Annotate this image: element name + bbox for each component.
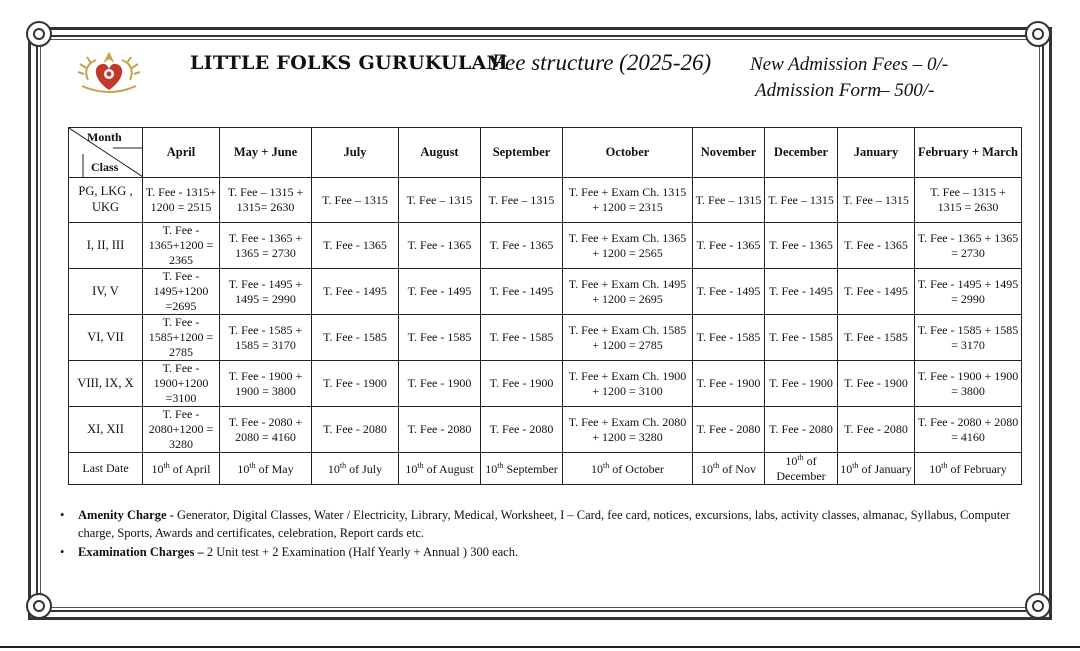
bottom-rule	[0, 646, 1080, 648]
fee-cell: T. Fee - 2080	[765, 407, 838, 453]
fee-cell: T. Fee - 1365+1200 = 2365	[143, 223, 220, 269]
last-date-month: of May	[255, 461, 294, 476]
last-date-month: of July	[346, 461, 383, 476]
class-label-cell: XI, XII	[69, 407, 143, 453]
fee-cell: T. Fee - 1585	[312, 315, 399, 361]
class-label-cell: VI, VII	[69, 315, 143, 361]
fee-cell: T. Fee - 1585 + 1585 = 3170	[220, 315, 312, 361]
class-label-cell: VIII, IX, X	[69, 361, 143, 407]
fee-cell: T. Fee - 1315+ 1200 = 2515	[143, 178, 220, 223]
fee-cell: T. Fee - 1365	[312, 223, 399, 269]
fee-cell: T. Fee - 1365	[765, 223, 838, 269]
last-date-cell	[563, 453, 693, 485]
corner-ornament-icon	[1025, 21, 1051, 47]
month-header: January	[838, 128, 915, 178]
fee-notes	[60, 507, 1020, 564]
month-class-corner-cell	[69, 128, 143, 178]
fee-cell: T. Fee - 1495	[838, 269, 915, 315]
table-row	[69, 407, 1022, 453]
fee-cell: T. Fee - 2080 + 2080 = 4160	[915, 407, 1022, 453]
month-header: December	[765, 128, 838, 178]
admission-form-value: – 500/-	[880, 80, 935, 101]
school-logo-icon	[74, 50, 144, 100]
fee-cell: T. Fee - 1495	[312, 269, 399, 315]
last-date-cell	[915, 453, 1022, 485]
fee-cell: T. Fee - 1365	[481, 223, 563, 269]
fee-cell: T. Fee - 1365 + 1365 = 2730	[220, 223, 312, 269]
corner-ornament-icon	[1025, 593, 1051, 619]
last-date-month: of February	[947, 461, 1007, 476]
month-header: February + March	[915, 128, 1022, 178]
fee-cell: T. Fee - 1900	[312, 361, 399, 407]
fee-cell: T. Fee - 1585	[399, 315, 481, 361]
last-date-suffix: th	[603, 460, 610, 470]
last-date-day: 10	[929, 461, 942, 476]
table-row	[69, 315, 1022, 361]
month-header: September	[481, 128, 563, 178]
last-date-month: of April	[169, 461, 211, 476]
last-date-suffix: th	[941, 460, 948, 470]
last-date-day: 10	[485, 461, 498, 476]
last-date-day: 10	[405, 461, 418, 476]
fee-cell: T. Fee - 1585+1200 = 2785	[143, 315, 220, 361]
fee-cell: T. Fee - 1365	[838, 223, 915, 269]
last-date-suffix: th	[339, 460, 347, 470]
exam-text: 2 Unit test + 2 Examination (Half Yearly + Annual ) 300 each.	[203, 545, 519, 559]
last-date-row	[69, 453, 1022, 485]
fee-cell: T. Fee – 1315 + 1315 = 2630	[915, 178, 1022, 223]
table-row	[69, 178, 1022, 223]
fee-structure-table	[68, 127, 1022, 485]
last-date-suffix: th	[249, 460, 256, 470]
fee-cell: T. Fee - 1900	[838, 361, 915, 407]
fee-structure-title: Fee structure (2025-26)	[491, 50, 712, 75]
month-header: April	[143, 128, 220, 178]
fee-cell: T. Fee – 1315	[481, 178, 563, 223]
new-admission-fees: New Admission Fees – 0/-	[750, 54, 949, 75]
fee-cell: T. Fee - 1900	[765, 361, 838, 407]
last-date-month: of Nov	[719, 461, 756, 476]
last-date-suffix: th	[497, 460, 504, 470]
last-date-month: of January	[858, 461, 912, 476]
table-row	[69, 361, 1022, 407]
fee-cell: T. Fee - 1495 + 1495 = 2990	[220, 269, 312, 315]
fee-cell: T. Fee - 2080	[312, 407, 399, 453]
fee-cell: T. Fee - 1585 + 1585 = 3170	[915, 315, 1022, 361]
fee-cell: T. Fee + Exam Ch. 1585 + 1200 = 2785	[563, 315, 693, 361]
exam-label: Examination Charges –	[78, 545, 204, 559]
last-date-day: 10	[840, 461, 853, 476]
last-date-suffix: th	[713, 460, 720, 470]
fee-cell: T. Fee - 2080	[838, 407, 915, 453]
fee-cell: T. Fee + Exam Ch. 1365 + 1200 = 2565	[563, 223, 693, 269]
exam-note	[60, 544, 1020, 562]
fee-cell: T. Fee - 1585	[838, 315, 915, 361]
last-date-month: of August	[423, 461, 474, 476]
last-date-suffix: th	[852, 460, 859, 470]
last-date-cell	[312, 453, 399, 485]
last-date-month: September	[503, 461, 558, 476]
fee-cell: T. Fee - 1365	[693, 223, 765, 269]
last-date-cell	[481, 453, 563, 485]
table-row	[69, 269, 1022, 315]
fee-cell: T. Fee – 1315	[312, 178, 399, 223]
fee-cell: T. Fee - 2080	[693, 407, 765, 453]
fee-cell: T. Fee - 1900	[481, 361, 563, 407]
last-date-cell	[399, 453, 481, 485]
fee-cell: T. Fee - 1365 + 1365 = 2730	[915, 223, 1022, 269]
fee-cell: T. Fee - 1495	[693, 269, 765, 315]
month-header: August	[399, 128, 481, 178]
fee-cell: T. Fee - 1365	[399, 223, 481, 269]
fee-cell: T. Fee + Exam Ch. 1495 + 1200 = 2695	[563, 269, 693, 315]
month-header: November	[693, 128, 765, 178]
fee-cell: T. Fee - 1585	[693, 315, 765, 361]
fee-cell: T. Fee - 2080 + 2080 = 4160	[220, 407, 312, 453]
fee-cell: T. Fee - 1495+1200 =2695	[143, 269, 220, 315]
fee-cell: T. Fee - 1495	[765, 269, 838, 315]
last-date-day: 10	[591, 461, 604, 476]
last-date-day: 10	[327, 461, 340, 476]
fee-cell: T. Fee - 2080	[481, 407, 563, 453]
last-date-cell	[765, 453, 838, 485]
fee-cell: T. Fee – 1315	[693, 178, 765, 223]
fee-cell: T. Fee - 1900 + 1900 = 3800	[915, 361, 1022, 407]
month-header: May + June	[220, 128, 312, 178]
month-header: July	[312, 128, 399, 178]
fee-cell: T. Fee + Exam Ch. 1900 + 1200 = 3100	[563, 361, 693, 407]
amenity-label: Amenity Charge -	[78, 508, 174, 522]
fee-cell: T. Fee - 1495	[481, 269, 563, 315]
fee-cell: T. Fee – 1315	[765, 178, 838, 223]
fee-cell: T. Fee - 1900	[693, 361, 765, 407]
last-date-suffix: th	[797, 453, 804, 462]
last-date-month: of December	[776, 454, 826, 483]
fee-cell: T. Fee - 2080	[399, 407, 481, 453]
last-date-cell	[143, 453, 220, 485]
amenity-note	[60, 507, 1020, 542]
last-date-suffix: th	[417, 460, 424, 470]
last-date-suffix: th	[163, 460, 170, 470]
fee-cell: T. Fee - 1585	[481, 315, 563, 361]
school-name: LITTLE FOLKS GURUKULAM	[190, 52, 508, 74]
last-date-cell	[220, 453, 312, 485]
month-header: October	[563, 128, 693, 178]
corner-ornament-icon	[26, 593, 52, 619]
last-date-day: 10	[701, 461, 714, 476]
last-date-day: 10	[785, 454, 798, 468]
fee-cell: T. Fee – 1315 + 1315= 2630	[220, 178, 312, 223]
fee-cell: T. Fee - 1585	[765, 315, 838, 361]
admission-form-label: Admission Form	[755, 80, 882, 101]
corner-month-label: Month	[87, 130, 122, 144]
last-date-cell	[838, 453, 915, 485]
last-date-month: of October	[609, 461, 664, 476]
fee-cell: T. Fee – 1315	[838, 178, 915, 223]
fee-cell: T. Fee - 1495	[399, 269, 481, 315]
class-label-cell: PG, LKG , UKG	[69, 178, 143, 223]
fee-cell: T. Fee - 1495 + 1495 = 2990	[915, 269, 1022, 315]
last-date-cell	[693, 453, 765, 485]
fee-cell: T. Fee - 2080+1200 = 3280	[143, 407, 220, 453]
last-date-label: Last Date	[69, 453, 143, 485]
corner-class-label: Class	[91, 160, 119, 174]
table-row	[69, 223, 1022, 269]
fee-cell: T. Fee - 1900	[399, 361, 481, 407]
class-label-cell: IV, V	[69, 269, 143, 315]
fee-cell: T. Fee – 1315	[399, 178, 481, 223]
corner-ornament-icon	[26, 21, 52, 47]
class-label-cell: I, II, III	[69, 223, 143, 269]
fee-cell: T. Fee + Exam Ch. 1315 + 1200 = 2315	[563, 178, 693, 223]
table-header-row	[69, 128, 1022, 178]
last-date-day: 10	[237, 461, 250, 476]
amenity-text: Generator, Digital Classes, Water / Electricity, Library, Medical, Worksheet, I – Card, fee card, notices, excursions, labs, activity classes, almanac, Syllabus, Computer charge, Sports, Awards and certificates, celebration, Report cards etc.	[78, 508, 1010, 540]
last-date-day: 10	[151, 461, 164, 476]
fee-cell: T. Fee - 1900+1200 =3100	[143, 361, 220, 407]
fee-cell: T. Fee - 1900 + 1900 = 3800	[220, 361, 312, 407]
fee-cell: T. Fee + Exam Ch. 2080 + 1200 = 3280	[563, 407, 693, 453]
